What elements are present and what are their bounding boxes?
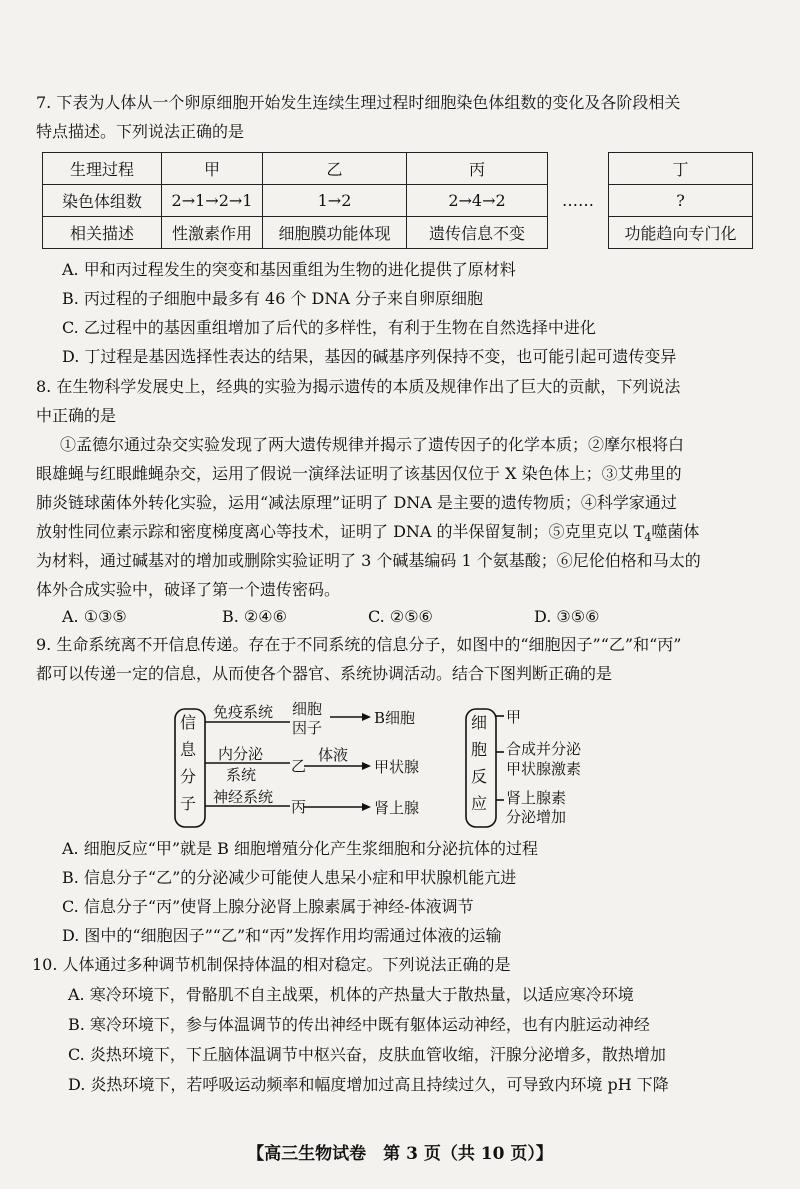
q7-option-c: C. 乙过程中的基因重组增加了后代的多样性，有利于生物在自然选择中进化 <box>62 318 596 337</box>
q9-option-a: A. 细胞反应“甲”就是 B 细胞增殖分化产生浆细胞和分泌抗体的过程 <box>62 839 539 858</box>
table-cell: 遗传信息不变 <box>407 217 548 249</box>
q8-option-c: C. ②⑤⑥ <box>368 607 433 626</box>
diagram-endocrine-system-2: 系统 <box>226 766 257 784</box>
q7-option-b: B. 丙过程的子细胞中最多有 46 个 DNA 分子来自卵原细胞 <box>62 289 484 308</box>
diagram-right-label: 细 <box>471 713 488 732</box>
row-header: 生理过程 <box>43 153 162 185</box>
q7-stem-line1: 7. 下表为人体从一个卵原细胞开始发生连续生理过程时细胞染色体组数的变化及各阶段相关 <box>36 93 681 112</box>
q8-stem-line2: 中正确的是 <box>36 406 117 425</box>
diagram-endocrine-system: 内分泌 <box>218 745 264 763</box>
table-cell: 乙 <box>263 153 407 185</box>
q9-option-c: C. 信息分子“丙”使肾上腺分泌肾上腺素属于神经-体液调节 <box>62 897 474 916</box>
q8-para-subscript: 4 <box>644 531 652 545</box>
q10-option-c: C. 炎热环境下，下丘脑体温调节中枢兴奋，皮肤血管收缩，汗腺分泌增多，散热增加 <box>68 1045 666 1064</box>
q10-option-b: B. 寒冷环境下，参与体温调节的传出神经中既有躯体运动神经，也有内脏运动神经 <box>68 1015 650 1034</box>
q10-option-a: A. 寒冷环境下，骨骼肌不自主战栗，机体的产热量大于散热量，以适应寒冷环境 <box>68 985 634 1004</box>
q8-para-line: ①孟德尔通过杂交实验发现了两大遗传规律并揭示了遗传因子的化学本质；②摩尔根将白 <box>60 435 685 454</box>
diagram-left-label: 信 <box>180 713 197 732</box>
table-cell: 细胞膜功能体现 <box>263 217 407 249</box>
diagram-cytokine-2: 因子 <box>292 719 323 737</box>
q8-option-a: A. ①③⑤ <box>62 607 127 626</box>
diagram-right-label: 胞 <box>471 740 488 759</box>
table-cell: 丙 <box>407 153 548 185</box>
diagram-response: 合成并分泌 <box>506 740 582 758</box>
q8-para-tail: 噬菌体 <box>651 522 700 541</box>
q9-stem-line1: 9. 生命系统离不开信息传递。存在于不同系统的信息分子，如图中的“细胞因子”“乙”和“丙” <box>36 635 682 654</box>
diagram-molecule-bing: 丙 <box>291 798 307 816</box>
diagram-right-label: 反 <box>471 767 488 786</box>
q8-stem-line1: 8. 在生物科学发展史上，经典的实验为揭示遗传的本质及规律作出了巨大的贡献，下列说法 <box>36 377 681 396</box>
table-cell: 甲 <box>162 153 263 185</box>
diagram-response: 甲状腺激素 <box>506 760 582 778</box>
diagram-target-thyroid: 甲状腺 <box>374 758 420 776</box>
diagram-target-adrenal: 肾上腺 <box>374 799 420 817</box>
q10-stem: 10. 人体通过多种调节机制保持体温的相对稳定。下列说法正确的是 <box>32 955 511 974</box>
q8-option-b: B. ②④⑥ <box>222 607 287 626</box>
diagram-response-jia: 甲 <box>506 708 522 726</box>
q7-option-d: D. 丁过程是基因选择性表达的结果，基因的碱基序列保持不变，也可能引起可遗传变异 <box>62 347 677 366</box>
diagram-body-fluid: 体液 <box>318 746 349 764</box>
table-cell: ? <box>609 185 753 217</box>
q8-para-text: 放射性同位素示踪和密度梯度离心等技术，证明了 DNA 的半保留复制；⑤克里克以 T <box>36 522 645 541</box>
q9-option-b: B. 信息分子“乙”的分泌减少可能使人患呆小症和甲状腺机能亢进 <box>62 868 517 887</box>
diagram-target-b-cell: B细胞 <box>374 709 416 727</box>
q7-option-a: A. 甲和丙过程发生的突变和基因重组为生物的进化提供了原材料 <box>62 260 516 279</box>
row-header: 染色体组数 <box>43 185 162 217</box>
table-cell: 丁 <box>609 153 753 185</box>
diagram-cytokine: 细胞 <box>292 700 323 718</box>
q9-stem-line2: 都可以传递一定的信息，从而使各个器官、系统协调活动。结合下图判断正确的是 <box>36 664 613 683</box>
q8-para-line: 体外合成实验中，破译了第一个遗传密码。 <box>36 580 341 599</box>
diagram-response: 肾上腺素 <box>506 789 567 807</box>
table-cell: 2→1→2→1 <box>162 185 263 217</box>
q10-option-d: D. 炎热环境下，若呼吸运动频率和幅度增加过高且持续过久，可导致内环境 pH 下降 <box>68 1075 669 1094</box>
diagram-left-label: 子 <box>180 794 197 813</box>
table-cell: 性激素作用 <box>162 217 263 249</box>
q7-stem-line2: 特点描述。下列说法正确的是 <box>36 122 245 141</box>
diagram-immune-system: 免疫系统 <box>213 703 274 721</box>
table-cell: 功能趋向专门化 <box>609 217 753 249</box>
diagram-response: 分泌增加 <box>506 808 567 826</box>
q8-para-line: 为材料，通过碱基对的增加或删除实验证明了 3 个碱基编码 1 个氨基酸；⑥尼伦伯格和马太的 <box>36 551 701 570</box>
q8-para-line: 肺炎链球菌体外转化实验，运用“减法原理”证明了 DNA 是主要的遗传物质；④科学家通过 <box>36 493 677 512</box>
diagram-right-label: 应 <box>471 794 488 813</box>
diagram-left-label: 分 <box>180 767 197 786</box>
page-footer: 【高三生物试卷 第 3 页（共 10 页）】 <box>247 1144 553 1164</box>
table-ellipsis: …… <box>548 153 609 249</box>
q9-option-d: D. 图中的“细胞因子”“乙”和“丙”发挥作用均需通过体液的运输 <box>62 926 502 945</box>
diagram-left-label: 息 <box>180 740 197 759</box>
q8-para-line: 眼雄蝇与红眼雌蝇杂交，运用了假说一演绎法证明了该基因仅位于 X 染色体上；③艾弗里的 <box>36 464 682 483</box>
row-header: 相关描述 <box>43 217 162 249</box>
table-cell: 1→2 <box>263 185 407 217</box>
diagram-molecule-yi: 乙 <box>291 757 307 775</box>
table-cell: 2→4→2 <box>407 185 548 217</box>
q8-option-d: D. ③⑤⑥ <box>534 607 600 626</box>
diagram-nervous-system: 神经系统 <box>213 788 274 806</box>
